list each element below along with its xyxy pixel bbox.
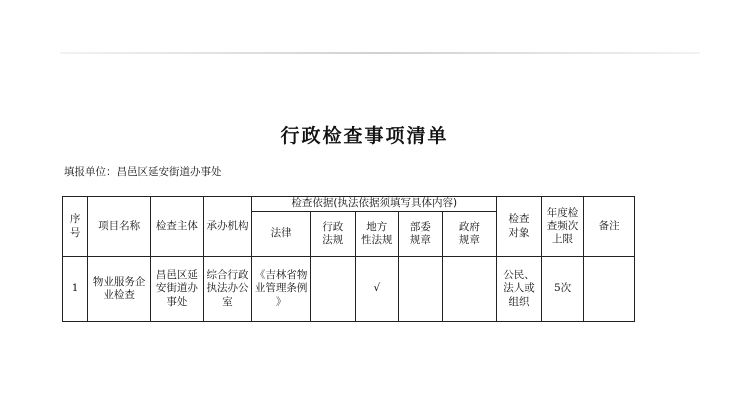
header-target: 检查 对象	[497, 197, 542, 257]
header-government-rule: 政府 规章	[442, 212, 497, 257]
header-ministerial-rule: 部委 规章	[399, 212, 443, 257]
cell-item-name: 物业服务企 业检查	[88, 257, 151, 322]
cell-frequency: 5次	[541, 257, 584, 322]
scan-edge-line	[60, 52, 700, 54]
page-title: 行政检查事项清单	[280, 125, 449, 147]
cell-seq: 1	[63, 257, 88, 322]
header-item-name: 项目名称	[88, 197, 151, 257]
cell-organ: 综合行政 执法办公 室	[203, 257, 252, 322]
header-local-regulation: 地方 性法规	[355, 212, 399, 257]
table-row	[63, 257, 635, 322]
cell-ministerial-rule	[399, 257, 443, 322]
cell-target: 公民、 法人或 组织	[497, 257, 542, 322]
cell-remark	[584, 257, 635, 322]
header-frequency: 年度检 查频次 上限	[541, 197, 584, 257]
header-organ: 承办机构	[203, 197, 252, 257]
cell-subject: 昌邑区延 安街道办 事处	[151, 257, 204, 322]
header-subject: 检查主体	[151, 197, 204, 257]
header-basis-group: 检查依据(执法依据须填写具体内容)	[252, 197, 497, 212]
cell-government-rule	[442, 257, 497, 322]
cell-local-regulation: √	[355, 257, 399, 322]
header-law: 法律	[252, 212, 311, 257]
header-admin-regulation: 行政 法规	[311, 212, 356, 257]
cell-law: 《吉林省物 业管理条例 》	[252, 257, 311, 322]
header-seq: 序号	[63, 197, 88, 257]
inspection-table	[62, 196, 635, 322]
filling-unit: 填报单位：昌邑区延安街道办事处	[64, 166, 222, 178]
header-remark: 备注	[584, 197, 635, 257]
cell-admin-regulation	[311, 257, 356, 322]
